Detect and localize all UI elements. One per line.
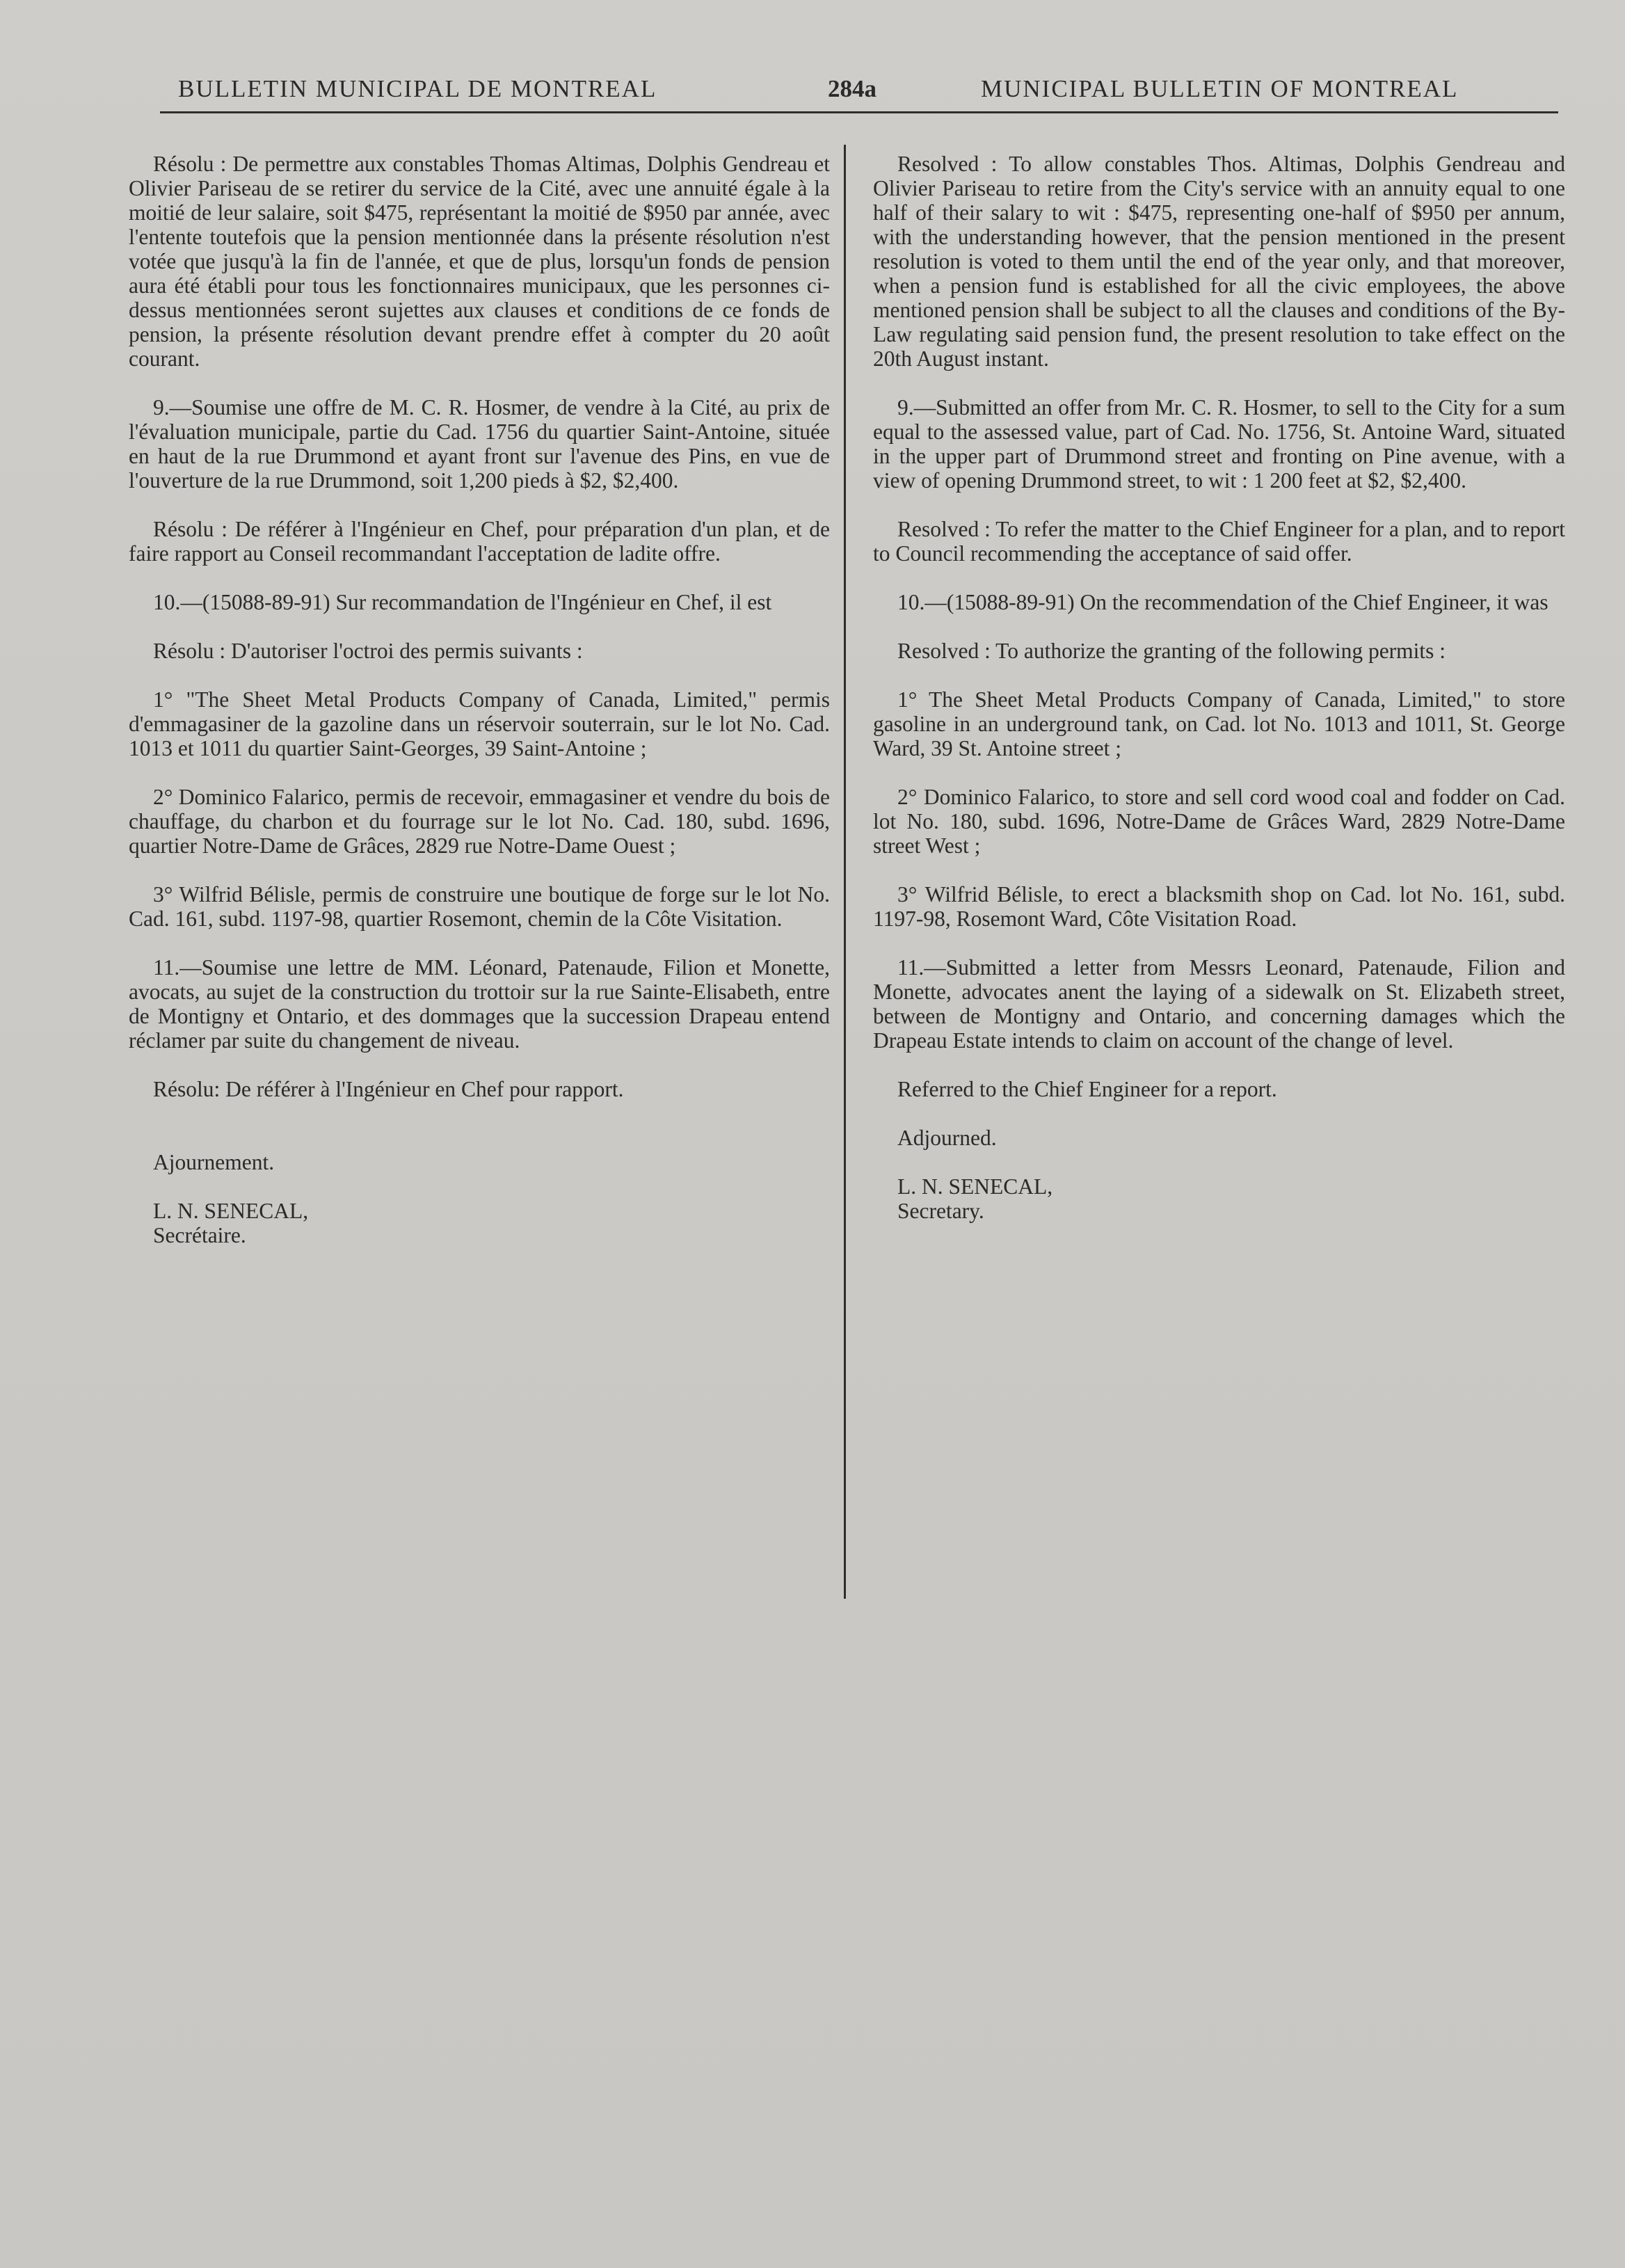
adjournment: Ajournement. <box>153 1150 275 1174</box>
signature <box>873 1174 1565 1223</box>
paragraph: 9.—Soumise une offre de M. C. R. Hosmer, de vendre à la Cité, au prix de l'évaluation municipale, partie du Cad. 1756 du quartier Saint-Antoine, située en haut de la rue Drummond et ayant front sur l'avenue des Pins, en vue de l'ouverture de la rue Drummond, soit 1,200 pieds à $2, $2,400. <box>129 395 830 493</box>
signature <box>129 1199 830 1247</box>
french-column <box>129 152 830 1272</box>
paragraph: 2° Dominico Falarico, to store and sell cord wood coal and fodder on Cad. lot No. 180, subd. 1696, Notre-Dame de Grâces Ward, 2829 Notre-Dame street West ; <box>873 785 1565 858</box>
adjournment: Adjourned. <box>897 1126 997 1150</box>
signature-role: Secrétaire. <box>153 1223 246 1247</box>
paragraph: 3° Wilfrid Bélisle, to erect a blacksmith shop on Cad. lot No. 161, subd. 1197-98, Rosemont Ward, Côte Visitation Road. <box>873 882 1565 931</box>
header-title-french: BULLETIN MUNICIPAL DE MONTREAL <box>178 75 657 102</box>
paragraph: 10.—(15088-89-91) On the recommendation of the Chief Engineer, it was <box>897 590 1548 614</box>
paragraph: 9.—Submitted an offer from Mr. C. R. Hosmer, to sell to the City for a sum equal to the assessed value, part of Cad. No. 1756, St. Antoine Ward, situated in the upper part of Drummond street and fronting on Pine avenue, with a view of opening Drummond street, to wit : 1 200 feet at $2, $2,400. <box>873 395 1565 493</box>
paragraph: Resolved : To refer the matter to the Chief Engineer for a plan, and to report to Council recommending the acceptance of said offer. <box>873 517 1565 566</box>
paragraph: 11.—Soumise une lettre de MM. Léonard, Patenaude, Filion et Monette, avocats, au sujet de la construction du trottoir sur la rue Sainte-Elisabeth, entre de Montigny et Ontario, et des dommages que la succession Drapeau entend réclamer par suite du changement de niveau. <box>129 955 830 1053</box>
signature-role: Secretary. <box>897 1199 984 1223</box>
paragraph: Résolu: De référer à l'Ingénieur en Chef pour rapport. <box>153 1077 624 1101</box>
paragraph: Referred to the Chief Engineer for a report. <box>897 1077 1277 1101</box>
signature-name: L. N. SENECAL, <box>897 1174 1053 1199</box>
page-header <box>167 75 1530 114</box>
paragraph: Résolu : De permettre aux constables Thomas Altimas, Dolphis Gendreau et Olivier Pariseau de se retirer du service de la Cité, avec une annuité égale à la moitié de leur salaire, soit $475, représentant la moitié de $950 par année, avec l'entente toutefois que la pension mentionnée dans la présente résolution n'est votée que jusqu'à la fin de l'année, et que de plus, lorsqu'un fonds de pension aura été établi pour tous les fonctionnaires municipaux, que les personnes ci-dessus mentionnées seront sujettes aux clauses et conditions de ce fonds de pension, la présente résolution devant prendre effet à compter du 20 août courant. <box>129 152 830 371</box>
page-number: 284a <box>828 75 876 102</box>
paragraph: Resolved : To allow constables Thos. Altimas, Dolphis Gendreau and Olivier Pariseau to retire from the City's service with an annuity equal to one half of their salary to wit : $475, representing one-half of $950 per annum, with the understanding however, that the pension mentioned in the present resolution is voted to them until the end of the year only, and that moreover, when a pension fund is established for all the civic employees, the above mentioned pension shall be subject to all the clauses and conditions of the By-Law regulating said pension fund, the present resolution to take effect on the 20th August instant. <box>873 152 1565 371</box>
paragraph: 10.—(15088-89-91) Sur recommandation de l'Ingénieur en Chef, il est <box>153 590 772 614</box>
header-rule <box>160 111 1558 113</box>
paragraph: Resolved : To authorize the granting of the following permits : <box>897 639 1446 663</box>
signature-name: L. N. SENECAL, <box>153 1199 309 1223</box>
paragraph: 2° Dominico Falarico, permis de recevoir, emmagasiner et vendre du bois de chauffage, du charbon et du fourrage sur le lot No. Cad. 180, subd. 1696, quartier Notre-Dame de Grâces, 2829 rue Notre-Dame Ouest ; <box>129 785 830 858</box>
paragraph: Résolu : D'autoriser l'octroi des permis suivants : <box>153 639 583 663</box>
paragraph: 11.—Submitted a letter from Messrs Leonard, Patenaude, Filion and Monette, advocates anent the laying of a sidewalk on St. Elizabeth street, between de Montigny and Ontario, and concerning damages which the Drapeau Estate intends to claim on account of the change of level. <box>873 955 1565 1053</box>
paragraph: Résolu : De référer à l'Ingénieur en Chef, pour préparation d'un plan, et de faire rapport au Conseil recommandant l'acceptation de ladite offre. <box>129 517 830 566</box>
paragraph: 3° Wilfrid Bélisle, permis de construire une boutique de forge sur le lot No. Cad. 161, subd. 1197-98, quartier Rosemont, chemin de la Côte Visitation. <box>129 882 830 931</box>
english-column <box>873 152 1565 1247</box>
paragraph: 1° "The Sheet Metal Products Company of Canada, Limited," permis d'emmagasiner de la gazoline dans un réservoir souterrain, sur le lot No. Cad. 1013 et 1011 du quartier Saint-Georges, 39 Saint-Antoine ; <box>129 687 830 760</box>
column-divider <box>844 145 846 1599</box>
header-title-english: MUNICIPAL BULLETIN OF MONTREAL <box>981 75 1459 102</box>
paragraph: 1° The Sheet Metal Products Company of Canada, Limited," to store gasoline in an underground tank, on Cad. lot No. 1013 and 1011, St. George Ward, 39 St. Antoine street ; <box>873 687 1565 760</box>
